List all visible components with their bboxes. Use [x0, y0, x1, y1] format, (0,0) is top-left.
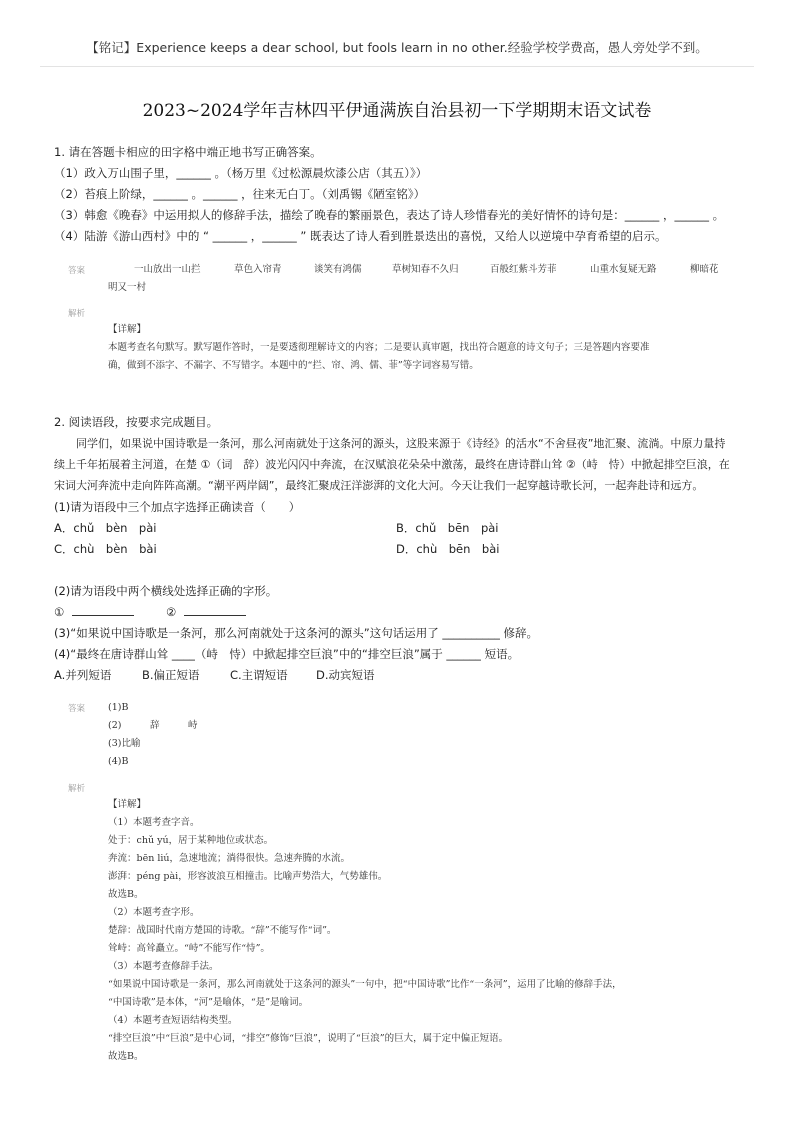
q1-answer-4: 草树知春不久归 — [392, 264, 459, 275]
q2-analysis-line-9: （3）本题考查修辞手法。 — [108, 961, 219, 972]
q2-analysis-line-10: “如果说中国诗歌是一条河，那么河南就处于这条河的源头”一句中，把“中国诗歌”比作“一条河”，运用了比喻的修辞手法， — [108, 979, 622, 990]
q2-choice-b: B.偏正短语 — [142, 668, 200, 682]
q2-passage-line-2: 续上千年拓展着主河道，在楚 ①（词 辞）波光闪闪中奔流，在汉赋浪花朵朵中激荡，最终在唐诗群山耸 ②（峙 恃）中掀起排空巨浪，在 — [54, 458, 730, 471]
q2-option-a: A．chǔ bèn pài — [54, 521, 157, 535]
q1-answer-label: 答案 — [68, 266, 86, 276]
q2-option-d: D．chù bēn bài — [396, 542, 500, 556]
q2-answer-3: (3)比喻 — [108, 738, 141, 749]
q2-analysis-label: 解析 — [68, 784, 86, 794]
q2-analysis-line-4: 澎湃：péng pài，形容波浪互相撞击。比喻声势浩大，气势雄伟。 — [108, 871, 388, 882]
q2-sub3: (3)“如果说中国诗歌是一条河，那么河南就处于这条河的源头”这句话运用了 __________ 修辞。 — [54, 626, 539, 640]
q1-analysis-line-2: 确，做到不添字、不漏字、不写错字。本题中的“拦、帘、鸿、儒、菲”等字词容易写错。 — [108, 360, 479, 371]
q1-analysis-line-1: 本题考查名句默写。默写题作答时，一是要透彻理解诗文的内容；二是要认真审题，找出符合题意的诗文句子；三是答题内容要准 — [108, 342, 650, 353]
q2-answer-2: (2) 辞 峙 — [108, 720, 198, 731]
q2-blank-2-line — [184, 615, 246, 616]
q2-analysis-line-7: 楚辞：战国时代南方楚国的诗歌。“辞”不能写作“词”。 — [108, 925, 337, 936]
q2-sub1: (1)请为语段中三个加点字选择正确读音（ ） — [54, 500, 301, 514]
q1-answer-7: 柳暗花 — [690, 264, 719, 275]
q2-sub4: (4)“最终在唐诗群山耸 ____（峙 恃）中掀起排空巨浪”中的“排空巨浪”属于 ______ 短语。 — [54, 647, 520, 661]
q2-blank-1 — [54, 604, 134, 620]
q2-analysis-line-8: 耸峙：高耸矗立。“峙”不能写作“恃”。 — [108, 943, 270, 954]
q2-stem: 2. 阅读语段，按要求完成题目。 — [54, 415, 219, 429]
q1-item-4: （4）陆游《游山西村》中的 “ ______ ，______ ” 既表达了诗人看到胜景迭出的喜悦，又给人以逆境中孕育希望的启示。 — [54, 229, 667, 243]
q2-analysis-line-12: （4）本题考查短语结构类型。 — [108, 1015, 238, 1026]
q1-answer-5: 百般红紫斗芳菲 — [490, 264, 557, 275]
q2-blank-2-label: ② — [166, 605, 177, 619]
q2-option-b: B．chǔ bēn pài — [396, 521, 499, 535]
q1-item-3: （3）韩愈《晚春》中运用拟人的修辞手法，描绘了晚春的繁丽景色，表达了诗人珍惜春光的美好情怀的诗句是：______ ，______ 。 — [54, 208, 725, 222]
q2-analysis-head: 【详解】 — [108, 799, 147, 810]
q1-answer-6: 山重水复疑无路 — [590, 264, 657, 275]
q2-analysis-line-2: 处于：chǔ yú，居于某种地位或状态。 — [108, 835, 274, 846]
q2-blank-1-label: ① — [54, 605, 65, 619]
q2-analysis-line-1: （1）本题考查字音。 — [108, 817, 200, 828]
q2-option-c: C．chù bèn bài — [54, 542, 157, 556]
q2-passage-line-1: 同学们，如果说中国诗歌是一条河，那么河南就处于这条河的源头，这股来源于《诗经》的活水“不舍昼夜”地汇聚、流淌。中原力量持 — [76, 437, 726, 450]
q2-choice-d: D.动宾短语 — [316, 668, 375, 682]
q1-stem: 1. 请在答题卡相应的田字格中端正地书写正确答案。 — [54, 145, 322, 159]
q2-choice-a: A.并列短语 — [54, 668, 112, 682]
exam-title: 2023~2024学年吉林四平伊通满族自治县初一下学期期末语文试卷 — [142, 101, 652, 121]
q1-item-1: （1）政入万山围子里，______ 。（杨万里《过松源晨炊漆公店（其五）》） — [54, 166, 428, 180]
q2-blank-1-line — [72, 615, 134, 616]
q2-analysis-line-5: 故选B。 — [108, 889, 144, 900]
q1-answer-3: 谈笑有鸿儒 — [314, 264, 362, 275]
header-divider — [40, 66, 754, 67]
q2-analysis-line-14: 故选B。 — [108, 1051, 144, 1062]
q1-analysis-head: 【详解】 — [108, 324, 147, 335]
motto-banner: 【铭记】Experience keeps a dear school, but fools learn in no other.经验学校学费高，愚人旁处学不到。 — [86, 40, 708, 55]
q2-sub2: (2)请为语段中两个横线处选择正确的字形。 — [54, 584, 278, 598]
q1-item-2: （2）苔痕上阶绿，______ 。______ ，往来无白丁。（刘禹锡《陋室铭》） — [54, 187, 426, 201]
q1-answer-2: 草色入帘青 — [234, 264, 282, 275]
q2-analysis-line-11: “中国诗歌”是本体，“河”是喻体，“是”是喻词。 — [108, 997, 309, 1008]
q1-answer-cont: 明又一村 — [108, 282, 147, 293]
q2-passage-line-3: 宋词大河奔流中走向阵阵高潮。“潮平两岸阔”，最终汇聚成汪洋澎湃的文化大河。今天让我们一起穿越诗歌长河，一起奔赴诗和远方。 — [54, 479, 704, 492]
q2-answer-4: (4)B — [108, 756, 129, 767]
q2-analysis-line-3: 奔流：bēn liú，急速地流；淌得很快。急速奔腾的水流。 — [108, 853, 351, 864]
q2-choice-c: C.主谓短语 — [230, 668, 288, 682]
q2-answer-1: (1)B — [108, 702, 129, 713]
q2-answer-label: 答案 — [68, 704, 86, 714]
q2-blank-2 — [166, 604, 246, 620]
q1-answer-1: 一山放出一山拦 — [134, 264, 201, 275]
q2-analysis-line-6: （2）本题考查字形。 — [108, 907, 200, 918]
q1-analysis-label: 解析 — [68, 309, 86, 319]
q1-answer-row — [0, 262, 794, 278]
q2-analysis-line-13: “排空巨浪”中“巨浪”是中心词，“排空”修饰“巨浪”，说明了“巨浪”的巨大，属于定中偏正短语。 — [108, 1033, 509, 1044]
